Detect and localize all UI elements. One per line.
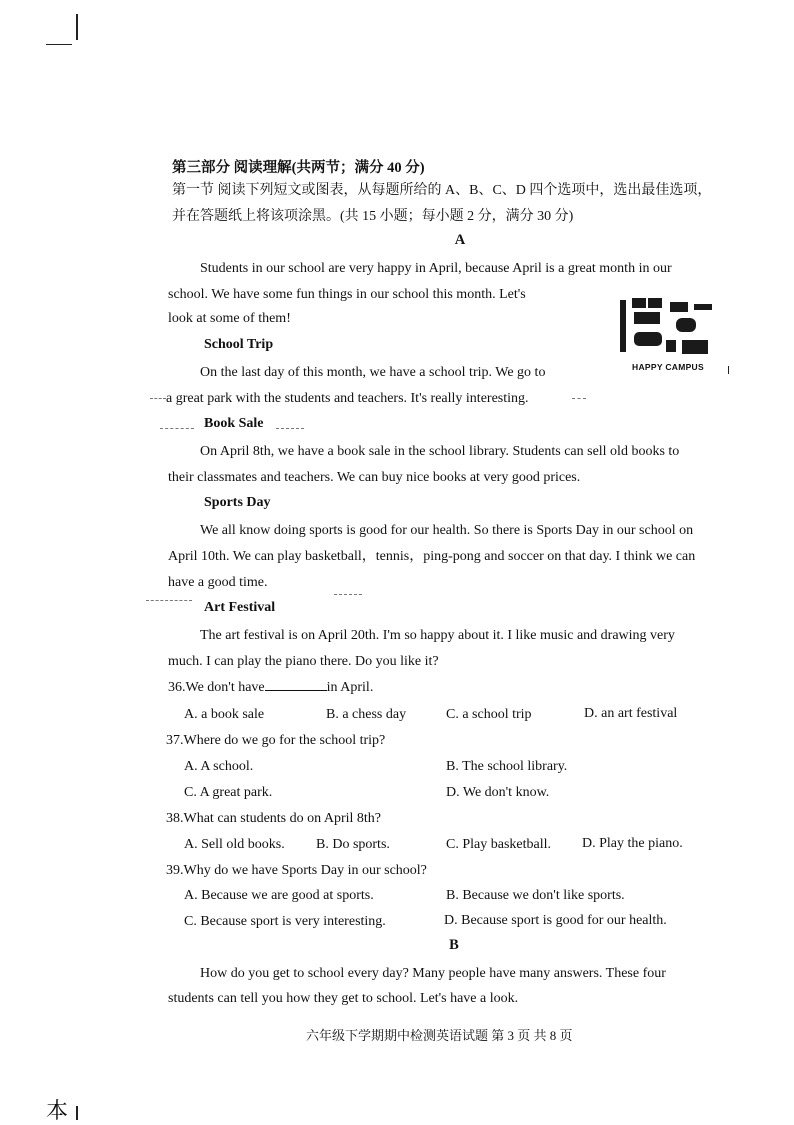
question-39: 39.Why do we have Sports Day in our school?: [166, 863, 427, 878]
school-trip-heading: School Trip: [204, 337, 274, 352]
passage-b-intro-line2: students can tell you how they get to school. Let's have a look.: [168, 991, 519, 1006]
passage-a-letter: A: [454, 232, 466, 248]
school-trip-line1: On the last day of this month, we have a school trip. We go to: [200, 365, 546, 380]
q37-option-b: B. The school library.: [446, 759, 568, 774]
question-36-stem: 36.We don't have: [168, 680, 265, 695]
page-footer: 六年级下学期期中检测英语试题 第 3 页 共 8 页: [306, 1028, 573, 1043]
scan-mark-vertical: [76, 14, 78, 40]
sports-day-line2: April 10th. We can play basketball，tennis，ping-pong and soccer on that day. I think we can: [168, 549, 696, 564]
q39-option-c: C. Because sport is very interesting.: [184, 914, 386, 929]
art-festival-line1: The art festival is on April 20th. I'm so happy about it. I like music and drawing very: [200, 628, 675, 643]
q37-option-c: C. A great park.: [184, 785, 273, 800]
corner-handwritten-mark: 本: [46, 1099, 69, 1124]
scan-dash: [334, 594, 362, 595]
scan-dash: [160, 428, 194, 429]
q39-option-b: B. Because we don't like sports.: [446, 888, 625, 903]
question-38: 38.What can students do on April 8th?: [166, 811, 382, 826]
scan-mark-horizontal: [46, 44, 72, 45]
q36-option-d: D. an art festival: [584, 706, 678, 721]
q36-option-b: B. a chess day: [326, 707, 407, 722]
book-sale-line1: On April 8th, we have a book sale in the school library. Students can sell old books to: [200, 444, 680, 459]
passage-a-intro-line1: Students in our school are very happy in April, because April is a great month in our: [200, 261, 672, 276]
art-festival-line2: much. I can play the piano there. Do you like it?: [168, 654, 439, 669]
question-36: [168, 675, 373, 701]
scan-dash: [572, 398, 586, 399]
q38-option-c: C. Play basketball.: [446, 837, 551, 852]
q38-option-a: A. Sell old books.: [184, 837, 285, 852]
corner-stroke: [76, 1106, 78, 1120]
q37-option-a: A. A school.: [184, 759, 254, 774]
book-sale-line2: their classmates and teachers. We can buy nice books at very good prices.: [168, 470, 581, 485]
scan-dash: [150, 398, 166, 399]
art-festival-heading: Art Festival: [204, 600, 276, 615]
answer-blank: [265, 678, 327, 691]
book-sale-heading: Book Sale: [204, 416, 264, 431]
q39-option-a: A. Because we are good at sports.: [184, 888, 374, 903]
q37-option-d: D. We don't know.: [446, 785, 550, 800]
q36-option-a: A. a book sale: [184, 707, 265, 722]
school-trip-line2: a great park with the students and teachers. It's really interesting.: [166, 391, 529, 406]
question-37: 37.Where do we go for the school trip?: [166, 733, 386, 748]
passage-a-intro-line2: school. We have some fun things in our school this month. Let's: [168, 287, 526, 302]
scan-dash: [276, 428, 304, 429]
passage-a-intro-line3: look at some of them!: [168, 311, 291, 326]
section-instructions-line1: 第一节 阅读下列短文或图表，从每题所给的 A、B、C、D 四个选项中，选出最佳选项，: [172, 183, 712, 198]
poster-caption: HAPPY CAMPUS: [632, 362, 704, 372]
passage-b-letter: B: [449, 937, 459, 953]
q38-option-b: B. Do sports.: [316, 837, 390, 852]
happy-campus-poster-image: [612, 296, 724, 378]
q36-option-c: C. a school trip: [446, 707, 532, 722]
section-title: 第三部分 阅读理解(共两节；满分 40 分): [172, 160, 425, 176]
q39-option-d: D. Because sport is good for our health.: [444, 913, 667, 928]
passage-b-intro-line1: How do you get to school every day? Many people have many answers. These four: [200, 966, 666, 981]
section-instructions-line2: 并在答题纸上将该项涂黑。(共 15 小题；每小题 2 分，满分 30 分): [172, 209, 574, 224]
scan-dash: [146, 600, 192, 601]
poster-edge-mark: [728, 366, 729, 374]
q38-option-d: D. Play the piano.: [582, 836, 683, 851]
question-36-stem-end: in April.: [326, 680, 374, 695]
sports-day-line1: We all know doing sports is good for our health. So there is Sports Day in our school on: [200, 523, 694, 538]
sports-day-heading: Sports Day: [204, 495, 271, 510]
sports-day-line3: have a good time.: [168, 575, 268, 590]
